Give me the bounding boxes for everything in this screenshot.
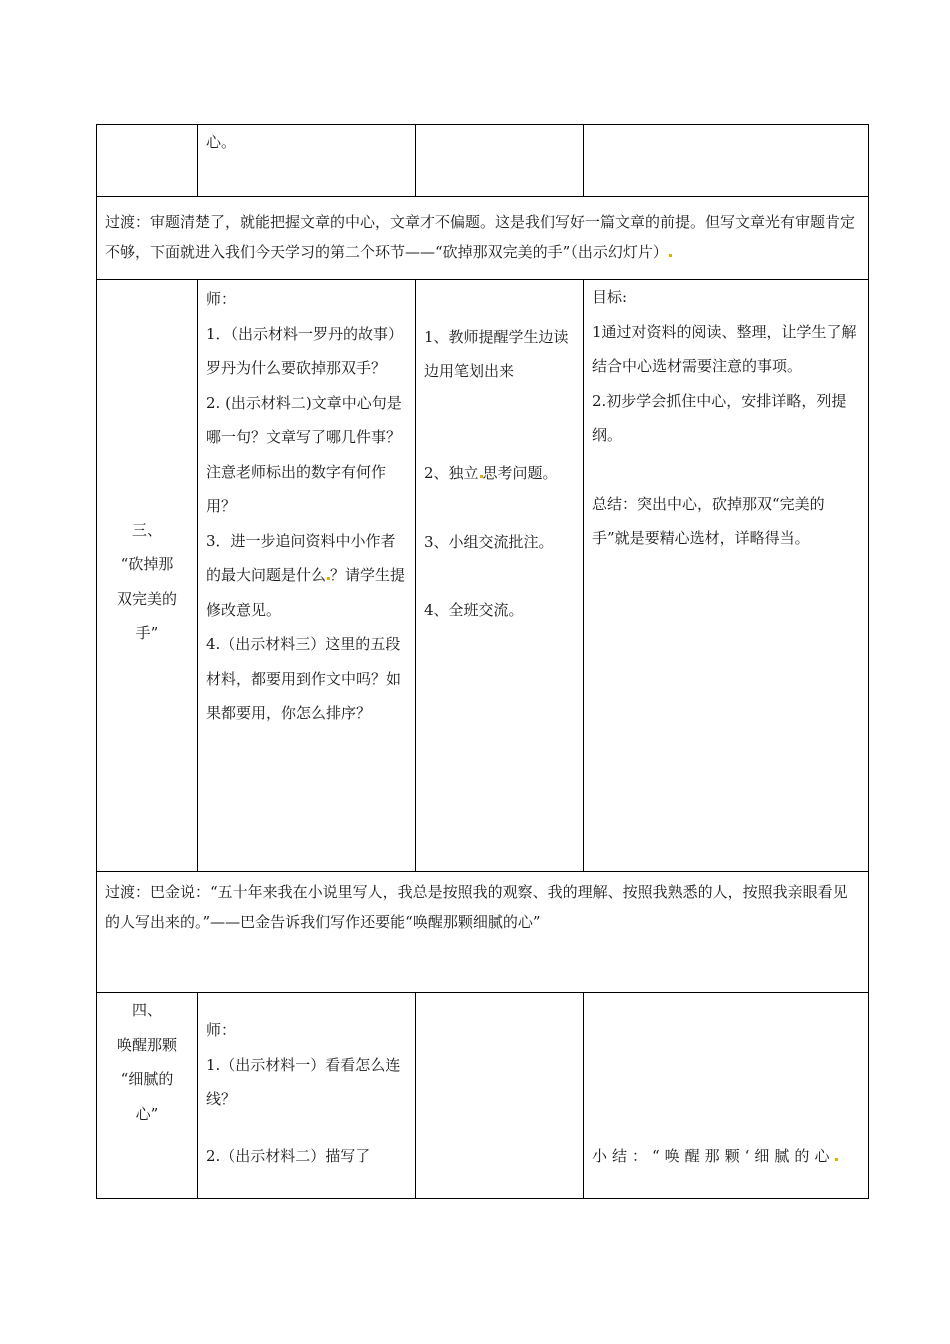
- student-step: [424, 456, 575, 491]
- summary-text: 小结：“唤醒那颗‘细腻的心: [592, 1147, 835, 1165]
- teacher-activity-cell: [198, 280, 416, 872]
- section-3-title-line: 手”: [135, 624, 159, 642]
- teacher-step: 1.（出示材料一）看看怎么连线？: [206, 1055, 401, 1108]
- edit-mark-icon: [669, 254, 672, 257]
- table-row: [97, 197, 869, 280]
- goal-item: 2.初步学会抓住中心，安排详略，列提纲。: [592, 391, 847, 444]
- section-3-title-line: “砍掉那: [120, 555, 174, 573]
- section-4-title-line: 唤醒那颗: [116, 1035, 177, 1054]
- student-activity-cell: [416, 125, 584, 197]
- section-3-title-line: 双完美的: [116, 589, 177, 608]
- student-step-part: 2、独立: [424, 464, 479, 482]
- section-4-title-line: 心”: [135, 1104, 159, 1123]
- goal-cell: [584, 125, 869, 197]
- section-cell: [97, 125, 198, 197]
- transition-cell: [97, 872, 869, 993]
- table-row: [97, 280, 869, 872]
- table-row: [97, 872, 869, 993]
- section-3-cell: [97, 280, 198, 872]
- lesson-plan-table: [96, 124, 869, 1199]
- transition-1-text: 过渡：审题清楚了，就能把握文章的中心，文章才不偏题。这是我们写好一篇文章的前提。但写文章光有审题肯定不够，下面就进入我们今天学习的第二个环节——“砍掉那双完美的手”（出示幻灯片）: [105, 213, 856, 261]
- student-step: 1、教师提醒学生边读边用笔划出来: [424, 328, 569, 380]
- teacher-step: 2.（出示材料二）描写了: [206, 1146, 371, 1165]
- student-step: 4、全班交流。: [424, 601, 524, 619]
- teacher-tail-text: 心。: [206, 133, 237, 151]
- section-3-title-line: 三、: [131, 520, 162, 539]
- transition-2-text: 过渡：巴金说：“五十年来我在小说里写人，我总是按照我的观察、我的理解、按照我熟悉的人，按照我亲眼看见的人写出来的。”——巴金告诉我们写作还要能“唤醒那颗细腻的心”: [105, 883, 848, 931]
- section-4-cell: [97, 993, 198, 1199]
- edit-mark-icon: [835, 1158, 838, 1161]
- student-activity-cell: [416, 993, 584, 1199]
- teacher-activity-cell: [198, 125, 416, 197]
- table-row: [97, 993, 869, 1199]
- transition-cell: [97, 197, 869, 280]
- teacher-label: 师：: [206, 1021, 237, 1039]
- teacher-step: 2. (出示材料二)文章中心句是哪一句？文章写了哪几件事？注意老师标出的数字有何作用？: [206, 393, 402, 515]
- student-activity-cell: [416, 280, 584, 872]
- teacher-step: [206, 524, 407, 628]
- teacher-label: 师：: [206, 290, 237, 308]
- goal-cell: [584, 280, 869, 872]
- goal-label: 目标:: [592, 288, 628, 306]
- teacher-step-part: 3．进一步追问资料中小作者的最大问题是什么: [206, 531, 396, 584]
- teacher-step-part: ？请学生提修改意见。: [206, 566, 406, 619]
- student-step-part: 思考问题。: [482, 464, 558, 482]
- table-row: [97, 125, 869, 197]
- goal-cell: [584, 993, 869, 1199]
- goal-item: 1通过对资料的阅读、整理，让学生了解结合中心选材需要注意的事项。: [592, 322, 857, 375]
- summary-text: 总结：突出中心，砍掉那双“完美的手”就是要精心选材，详略得当。: [592, 494, 825, 547]
- student-step: 3、小组交流批注。: [424, 532, 554, 551]
- section-4-title-line: 四、: [131, 1001, 162, 1019]
- section-4-title-line: “细腻的: [120, 1070, 174, 1088]
- teacher-step: 1．（出示材料一罗丹的故事）罗丹为什么要砍掉那双手？: [206, 324, 404, 377]
- teacher-step: 4.（出示材料三）这里的五段材料，都要用到作文中吗？如果都要用，你怎么排序？: [206, 635, 402, 722]
- teacher-activity-cell: [198, 993, 416, 1199]
